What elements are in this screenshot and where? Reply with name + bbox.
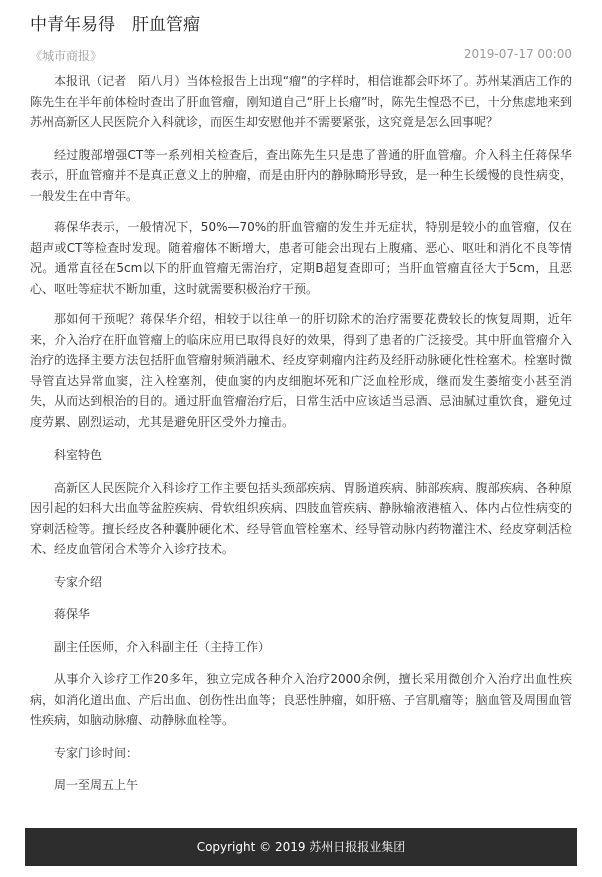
section-heading-department: 科室特色 — [54, 448, 103, 462]
article-source: 《城市商报》 — [30, 49, 103, 63]
section-heading-clinic-hours: 专家门诊时间： — [54, 745, 139, 760]
expert-name: 蒋保华 — [54, 607, 91, 621]
paragraph-symptoms: 蒋保华表示，一般情况下，50%—70%的肝血管瘤的发生并无症状，特别是较小的血管瘤，仅在超声或CT等检查时发现。随着瘤体不断增大，患者可能会出现右上腹痛、恶心、呕吐和消化不良等情况。通常直径在5cm以下的肝血管瘤无需治疗，定期B超复查即可；当肝血管瘤直径大于5cm，且恶心、呕吐等症状不断加重，这时就需要积极治疗干预。 — [30, 220, 572, 296]
page-footer — [25, 828, 577, 866]
paragraph-expert-bio: 从事介入诊疗工作20多年，独立完成各种介入治疗2000余例，擅长采用微创介入治疗出血性疾病，如消化道出血、产后出血、创伤性出血等；良恶性肿瘤，如肝癌、子宫肌瘤等；脑血管及周围血管性疾病，如脑动脉瘤、动静脉血栓等。 — [30, 672, 572, 727]
paragraph-treatment: 那如何干预呢？蒋保华介绍，相较于以往单一的肝切除术的治疗需要花费较长的恢复周期，近年来，介入治疗在肝血管瘤上的临床应用已取得良好的效果，得到了患者的广泛接受。其中肝血管瘤介入治疗的选择主要方法包括肝血管瘤射频消融术、经皮穿刺瘤内注药及经肝动脉硬化性栓塞术。栓塞时微导管直达异常血窦，注入栓塞剂，使血窦的内皮细胞坏死和广泛血栓形成，继而发生萎缩变小甚至消失，从而达到根治的目的。通过肝血管瘤治疗后，日常生活中应该适当忌酒、忌油腻过重饮食，避免过度劳累、剧烈运动，尤其是避免肝区受外力撞击。 — [30, 312, 572, 429]
paragraph-diagnosis: 经过腹部增强CT等一系列相关检查后，查出陈先生只是患了普通的肝血管瘤。介入科主任蒋保华表示，肝血管瘤并不是真正意义上的肿瘤，而是由肝内的静脉畸形导致，是一种生长缓慢的良性病变，一般发生在中青年。 — [30, 147, 572, 203]
footer-copyright: Copyright © 2019 苏州日报报业集团 — [196, 840, 406, 854]
article-date: 2019-07-17 00:00 — [463, 47, 572, 61]
paragraph-intro: 本报讯（记者 陌八月）当体检报告上出现“瘤”的字样时，相信谁都会吓坏了。苏州某酒店工作的陈先生在半年前体检时查出了肝血管瘤，刚知道自己“肝上长瘤”时，陈先生惶恐不已，十分焦虑地来到苏州高新区人民医院介入科就诊，而医生却安慰他并不需要紧张，这究竟是怎么回事呢？ — [30, 74, 572, 129]
expert-title: 副主任医师，介入科副主任（主持工作） — [54, 639, 271, 654]
section-heading-expert: 专家介绍 — [54, 574, 103, 589]
article-title: 中青年易得 肝血管瘤 — [30, 15, 200, 35]
article — [30, 0, 572, 796]
article-meta — [30, 47, 572, 65]
clinic-hours: 周一至周五上午 — [54, 778, 139, 792]
paragraph-department: 高新区人民医院介入科诊疗工作主要包括头颈部疾病、胃肠道疾病、肺部疾病、腹部疾病、各种原因引起的妇科大出血等盆腔疾病、骨软组织疾病、四肢血管疾病、静脉输液港植入、体内占位性病变的穿刺活检等。擅长经皮各种囊肿硬化术、经导管血管栓塞术、经导管动脉内药物灌注术、经皮穿刺活检术、经皮血管闭合术等介入诊疗技术。 — [30, 480, 572, 556]
